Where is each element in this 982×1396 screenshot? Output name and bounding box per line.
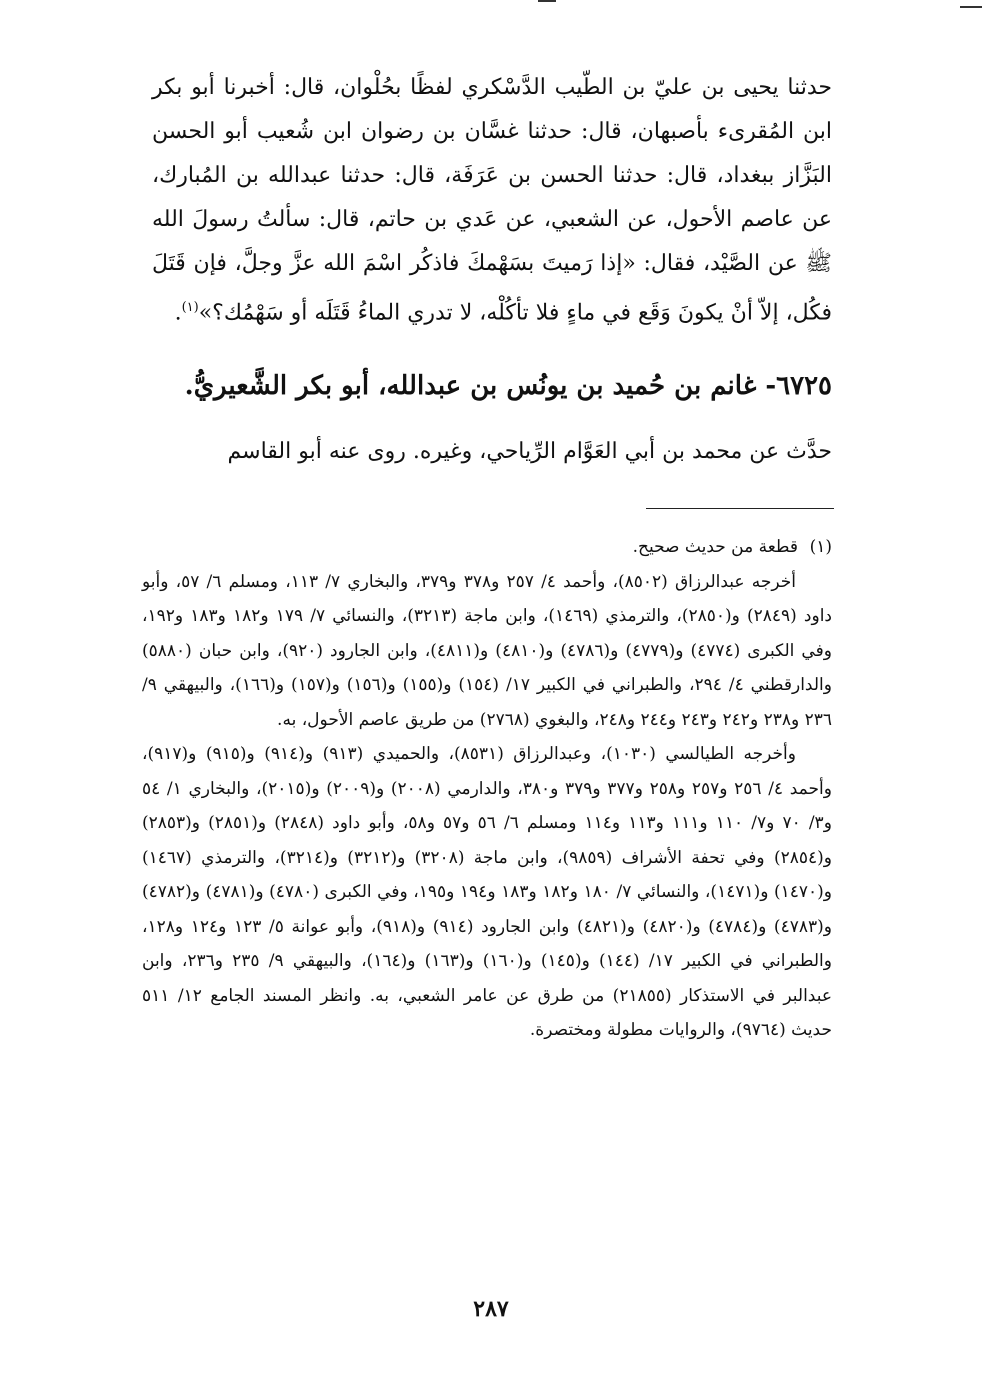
footnote-paragraph-2: وأخرجه الطيالسي (١٠٣٠)، وعبدالرزاق (٨٥٣١)، والحميدي (٩١٣) و(٩١٤) و(٩١٥) و(٩١٧)، وأحمد ٤/ ٢٥٦ و٢٥٧ و٢٥٨ و٣٧٧ و٣٧٩ و٣٨٠، والدارمي (٢٠٠٨) و(٢٠٠٩) و(٢٠١٥)، والبخاري ١/ ٥٤ و٣/ ٧٠ و٧/ ١١٠ و١١١ و١١٣ و١١٤ ومسلم ٦/ ٥٦ و٥٧ و٥٨، وأبو داود (٢٨٤٨) و(٢٨٥١) و(٢٨٥٣) و(٢٨٥٤) وفي تحفة الأشراف (٩٨٥٩)، وابن ماجة (٣٢٠٨) و(٣٢١٢) و(٣٢١٤)، والترمذي (١٤٦٧) و(١٤٧٠) و(١٤٧١)، والنسائي ٧/ ١٨٠ و١٨٢ و١٨٣ و١٩٤ و١٩٥، وفي الكبرى (٤٧٨٠) و(٤٧٨١) و(٤٧٨٢) و(٤٧٨٣) و(٤٧٨٤) و(٤٨٢٠) و(٤٨٢١) وابن الجارود (٩١٤) و(٩١٨)، وأبو عوانة ٥/ ١٢٣ و١٢٤ و١٢٨، والطبراني في الكبير ١٧/ (١٤٤) و(١٤٥) و(١٦٠) و(١٦٣) و(١٦٤)، والبيهقي ٩/ ٢٣٥ و٢٣٦، وابن عبدالبر في الاستذكار (٢١٨٥٥) من طرق عن عامر الشعبي، به. وانظر المسند الجامع ١٢/ ٥١١ حديث (٩٧٦٤)، والروايات مطولة ومختصرة.: [142, 744, 833, 1040]
main-paragraph: [152, 66, 832, 335]
main-paragraph-end: .: [174, 300, 182, 326]
footnote-status-line: [142, 530, 832, 565]
entry-heading: ٦٧٢٥- غانم بن حُميد بن يونُس بن عبدالله، أبو بكر الشَّعيريُّ.: [184, 371, 832, 401]
footnote-reference: (١): [181, 300, 199, 315]
main-text: [152, 66, 832, 335]
scan-mark: [538, 0, 556, 2]
footnote-paragraph-1: أخرجه عبدالرزاق (٨٥٠٢)، وأحمد ٤/ ٢٥٧ و٣٧٨ و٣٧٩، والبخاري ٧/ ١١٣، ومسلم ٦/ ٥٧، وأبو داود (٢٨٤٩) و(٢٨٥٠)، والترمذي (١٤٦٩)، وابن ماجة (٣٢١٣)، والنسائي ٧/ ١٧٩ و١٨٢ و١٨٣ و١٩٢، وفي الكبرى (٤٧٧٤) و(٤٧٧٩) و(٤٧٨٦) و(٤٨١٠) و(٤٨١١)، وابن الجارود (٩٢٠)، وابن حبان (٥٨٨٠) والدارقطني ٤/ ٢٩٤، والطبراني في الكبير ١٧/ (١٥٤) و(١٥٥) و(١٥٦) و(١٥٧) و(١٦٦)، والبيهقي ٩/ ٢٣٦ و٢٣٨ و٢٤٢ و٢٤٣ و٢٤٤ و٢٤٨، والبغوي (٢٧٦٨) من طريق عاصم الأحول، به.: [142, 571, 832, 730]
main-paragraph-text: حدثنا يحيى بن عليّ بن الطّيب الدَّسْكري لفظًا بحُلْوان، قال: أخبرنا أبو بكر ابن المُقرىء بأصبهان، قال: حدثنا غسَّان بن رضوان ابن شُعيب أبو الحسن البَزَّاز ببغداد، قال: حدثنا الحسن بن عَرَفَة، قال: حدثنا عبدالله بن المُبارك، عن عاصم الأحول، عن الشعبي، عن عَدي بن حاتم، قال: سألتُ رسولَ الله ﷺ عن الصَّيْد، فقال: «إذا رَميتَ بسَهْمكَ فاذكُر اسْمَ الله عزَّ وجلَّ، فإن قَتَلَ فكُل، إلاّ أنْ يكونَ وَقَع في ماءٍ فلا تأكُلْه، لا تدري الماءُ قَتَلَه أو سَهْمُك؟»: [152, 75, 832, 326]
entry-text: حدَّث عن محمد بن أبي العَوَّام الرِّياحي، وغيره. روى عنه أبو القاسم: [227, 439, 832, 464]
footnote-separator: [646, 508, 834, 509]
page-number: ٢٨٧: [473, 1296, 509, 1322]
scan-mark-corner: [960, 6, 982, 8]
footnotes: [142, 530, 832, 1048]
footnote-status: قطعة من حديث صحيح.: [632, 537, 798, 557]
footnote-number: (١): [809, 537, 832, 557]
